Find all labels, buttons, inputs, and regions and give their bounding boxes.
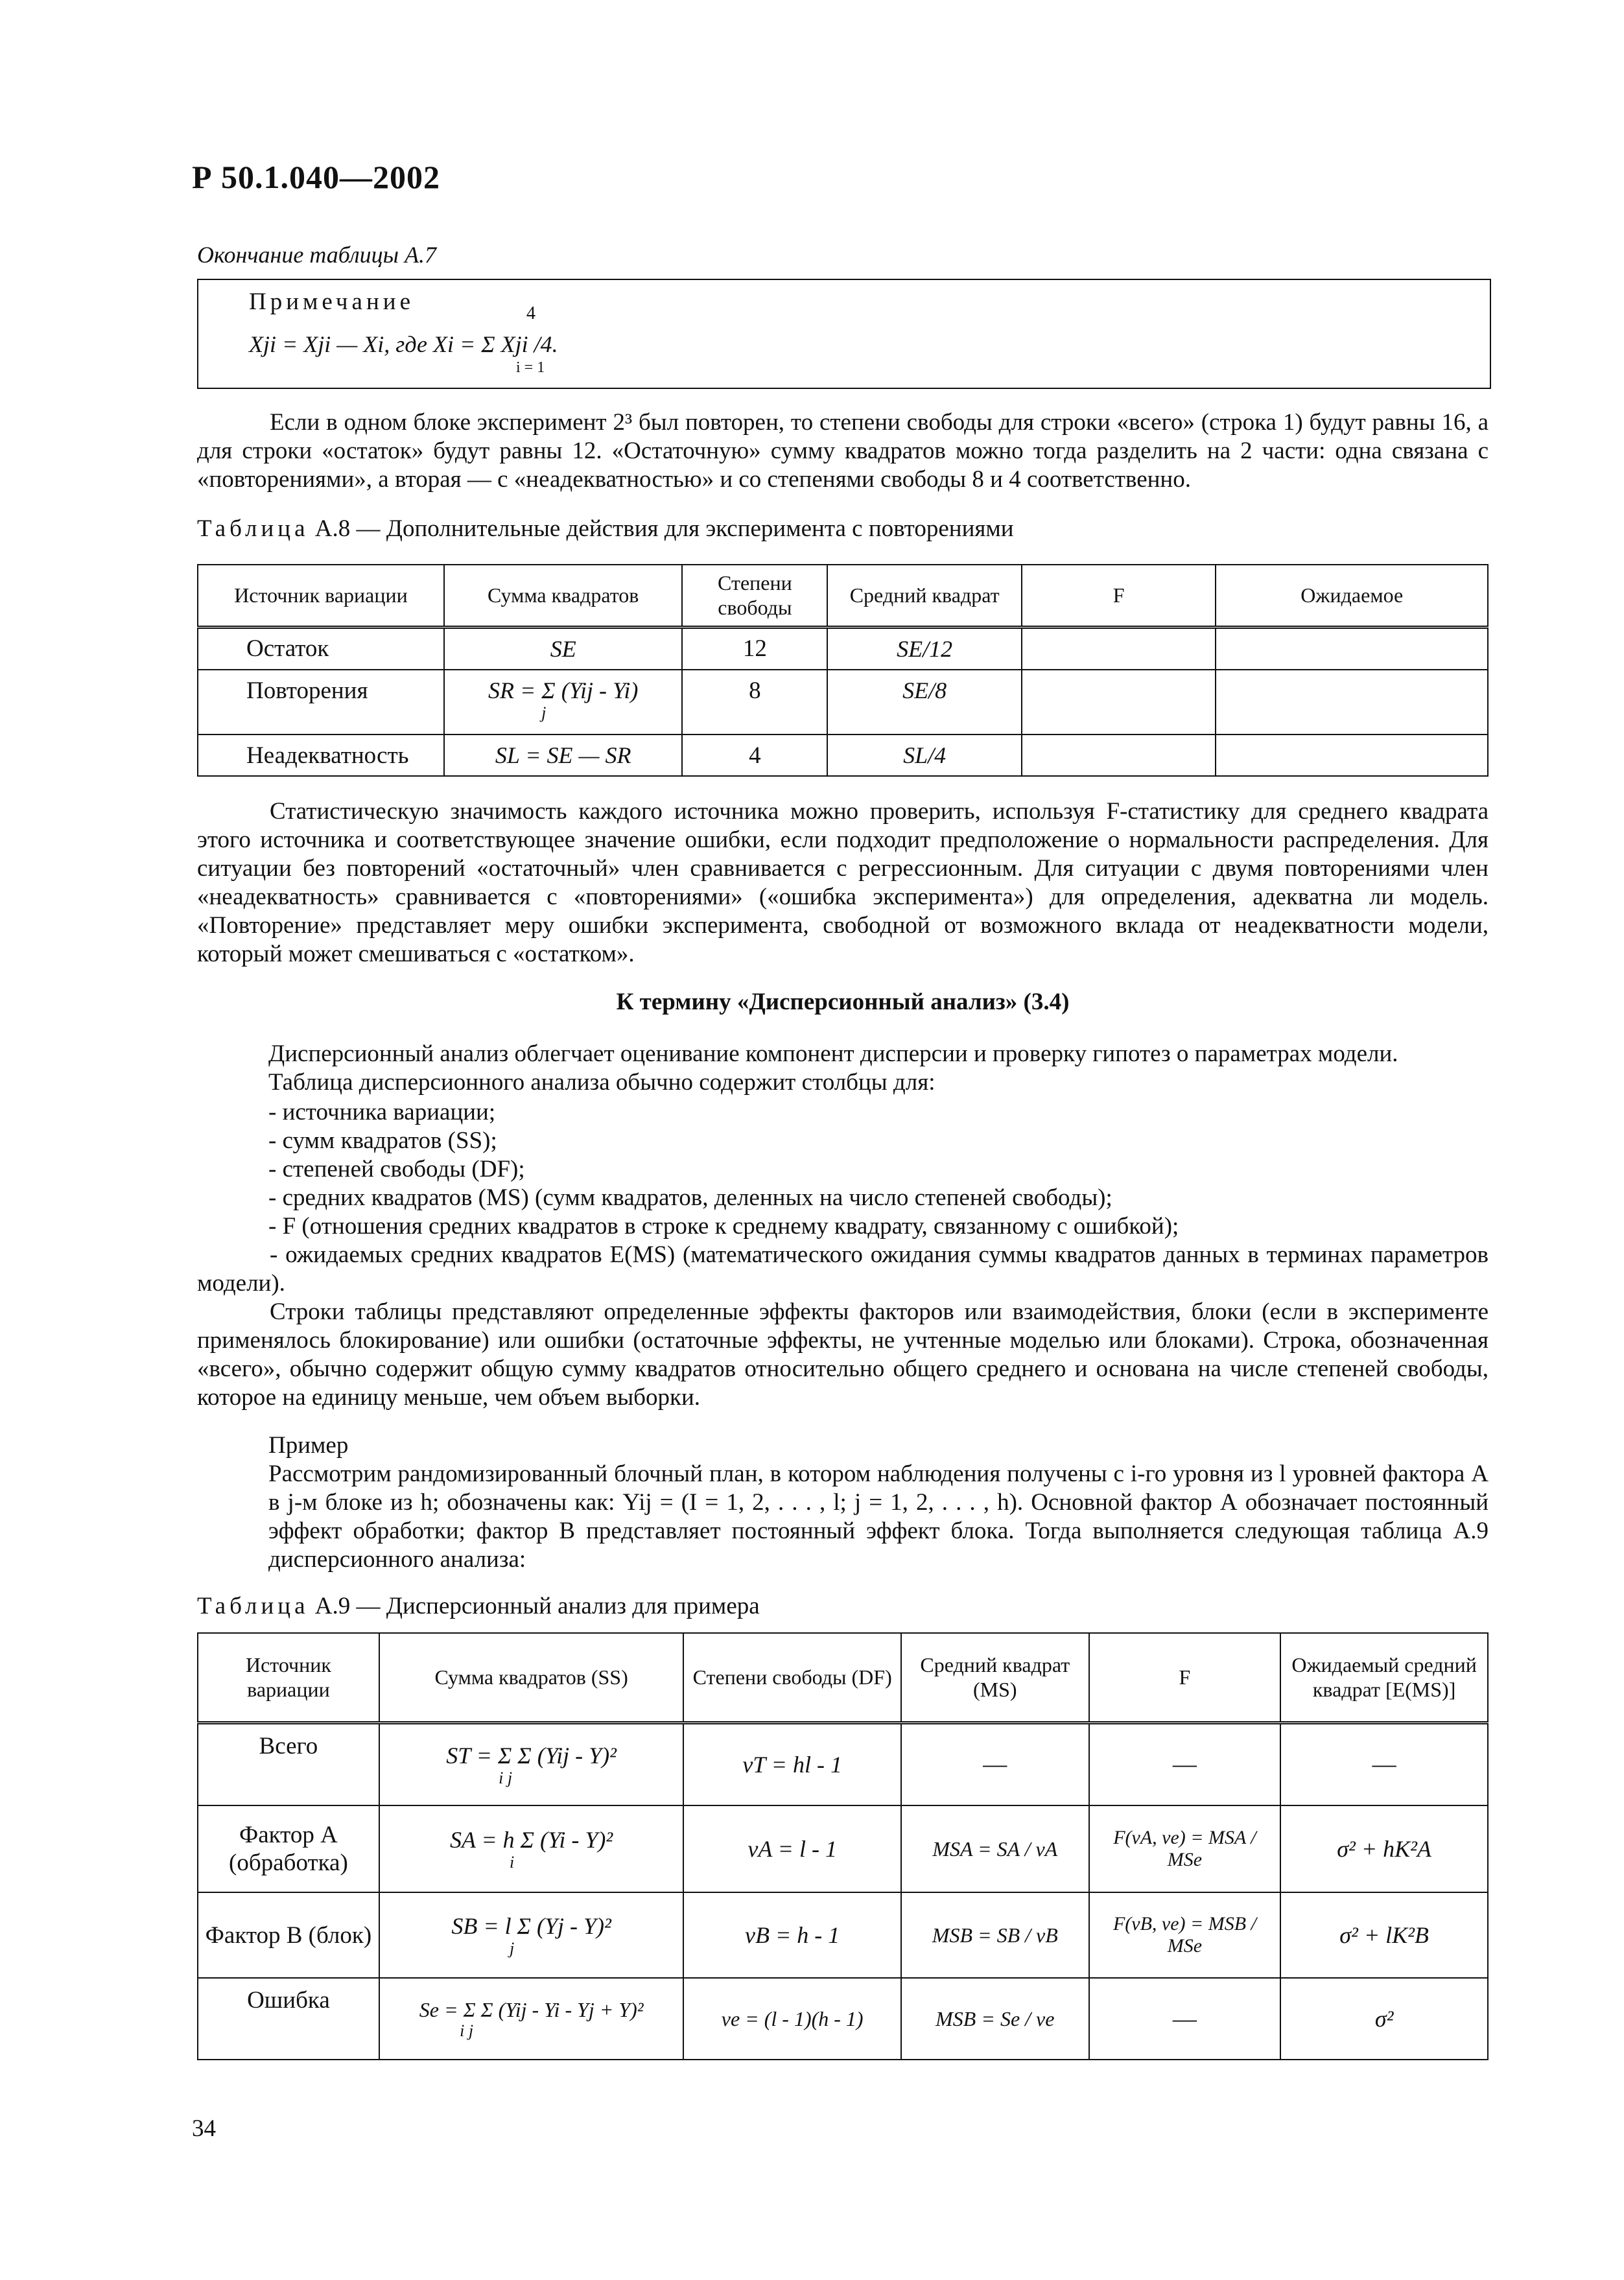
table-cell-f: —: [1089, 1722, 1281, 1805]
table-cell-source: Фактор А (обработка): [198, 1805, 379, 1892]
ss-formula: Se = Σ Σ (Yij - Yi - Yj + Y)²: [419, 1997, 644, 2021]
table-cell-df: 8: [682, 670, 827, 735]
table-a7-caption: Окончание таблицы А.7: [197, 242, 437, 268]
table-row: [198, 627, 1488, 670]
table-cell-expected: σ²: [1280, 1978, 1488, 2060]
table-a9-header-ss: Сумма квадратов (SS): [379, 1633, 684, 1722]
table-cell-f: F(νB, νe) = MSB / MSe: [1089, 1892, 1281, 1978]
section-title: К термину «Дисперсионный анализ» (3.4): [616, 989, 1070, 1015]
table-row: [198, 670, 1488, 735]
table-cell-df: νT = hl - 1: [683, 1722, 901, 1805]
table-cell-df: νB = h - 1: [683, 1892, 901, 1978]
table-row: [198, 1892, 1488, 1978]
table-cell-source: Всего: [198, 1722, 379, 1805]
list-item: - средних квадратов (MS) (сумм квадратов, деленных на число степеней свободы);: [268, 1184, 1112, 1211]
table-a8-caption: [197, 515, 1014, 543]
table-cell-ms: SE/12: [827, 627, 1022, 670]
table-a9: [197, 1632, 1489, 2060]
table-a8-header-ms: Средний квадрат: [827, 565, 1022, 627]
table-cell-source: Остаток: [198, 627, 444, 670]
ss-formula: SR = Σ (Yij - Yi): [488, 677, 639, 703]
table-cell-df: 12: [682, 627, 827, 670]
ss-formula: ST = Σ Σ (Yij - Y)²: [446, 1742, 617, 1769]
table-cell-ms: MSB = SB / νB: [901, 1892, 1089, 1978]
document-code: Р 50.1.040—2002: [192, 159, 441, 195]
table-a9-header-df: Степени свободы (DF): [683, 1633, 901, 1722]
list-item: - степеней свободы (DF);: [268, 1156, 525, 1182]
table-cell-ms: SL/4: [827, 735, 1022, 776]
table-cell-ms: MSB = Se / νe: [901, 1978, 1089, 2060]
table-cell-expected: [1216, 735, 1488, 776]
table-cell-df: νA = l - 1: [683, 1805, 901, 1892]
table-cell-expected: [1216, 670, 1488, 735]
paragraph-text: - ожидаемых средних квадратов E(MS) (математического ожидания суммы квадратов данных в терминах параметров модели).: [197, 1241, 1489, 1297]
table-a8-header-f: F: [1022, 565, 1216, 627]
table-cell-f: [1022, 627, 1216, 670]
table-a8: [197, 564, 1489, 777]
table-a8-caption-text: А.8 — Дополнительные действия для эксперимента с повторениями: [309, 515, 1014, 542]
table-a9-header-ms: Средний квадрат (MS): [901, 1633, 1089, 1722]
paragraph-anova-columns: Таблица дисперсионного анализа обычно содержит столбцы для:: [268, 1069, 936, 1096]
list-item: - источника вариации;: [268, 1099, 496, 1125]
paragraph-replication: [197, 408, 1489, 494]
table-row: [198, 1722, 1488, 1805]
example-text: [268, 1460, 1489, 1574]
table-row: [198, 735, 1488, 776]
table-cell-ss: SE: [444, 627, 683, 670]
ss-formula-index: i j: [460, 2021, 474, 2040]
ss-formula-index: i j: [499, 1768, 513, 1787]
table-a9-header-f: F: [1089, 1633, 1281, 1722]
table-cell-f: [1022, 735, 1216, 776]
table-cell-f: [1022, 670, 1216, 735]
paragraph-text: Рассмотрим рандомизированный блочный план, в котором наблюдения получены с i-го уровня из l уровней фактора А в j-м блоке из h; обозначены как: Yij = (I = 1, 2, . . . , l; j = 1, 2, . . . , h). Основной фактор А обозначает постоянный эффект обработки; фактор В представляет постоянный эффект блока. Тогда выполняется следующая таблица А.9 дисперсионного анализа:: [268, 1461, 1489, 1573]
table-cell-ss: [444, 670, 683, 735]
table-cell-ss: [379, 1978, 684, 2060]
ss-formula: SA = h Σ (Yi - Y)²: [450, 1827, 613, 1853]
paragraph-text: Строки таблицы представляют определенные эффекты факторов или взаимодействия, блоки (если в эксперименте применялось блокирование) или ошибки (остаточные эффекты, не учтенные моделью или блоками). Строка, обозначенная «всего», обычно содержит общую сумму квадратов относительно общего среднего и основана на числе степеней свободы, которое на единицу меньше, чем объем выборки.: [197, 1299, 1489, 1411]
note-formula-main: Xji = Xji — Xi, где Xi = Σ Xji /4.: [249, 331, 558, 357]
table-cell-expected: σ² + lK²B: [1280, 1892, 1488, 1978]
paragraph-table-rows: [197, 1298, 1489, 1412]
table-a8-header-source: Источник вариации: [198, 565, 444, 627]
table-cell-ss: [379, 1892, 684, 1978]
note-formula: [249, 303, 558, 376]
table-cell-expected: —: [1280, 1722, 1488, 1805]
sum-upper-limit: 4: [526, 303, 535, 323]
table-cell-df: νe = (l - 1)(h - 1): [683, 1978, 901, 2060]
paragraph-significance: [197, 797, 1489, 969]
table-cell-ss: SL = SE — SR: [444, 735, 683, 776]
table-a8-header-df: Степени свободы: [682, 565, 827, 627]
ss-formula: SB = l Σ (Yj - Y)²: [451, 1913, 611, 1939]
table-cell-source: Фактор В (блок): [198, 1892, 379, 1978]
table-a8-caption-label: Таблица: [197, 515, 309, 542]
table-a8-header-ss: Сумма квадратов: [444, 565, 683, 627]
table-a8-header-expected: Ожидаемое: [1216, 565, 1488, 627]
paragraph-text: Статистическую значимость каждого источника можно проверить, используя F-статистику для среднего квадрата этого источника и соответствующее значение ошибки, если подходит предположение о нормальности распределения. Для ситуации без повторений «остаточный» член сравнивается с регрессионным. Для ситуации с двумя повторениями член «неадекватность» сравнивается с «повторениями» («ошибка эксперимента») для определения, адекватна ли модель. «Повторение» представляет меру ошибки эксперимента, свободной от возможного вклада от неадекватности модели, который может смешиваться с «остатком».: [197, 798, 1489, 967]
table-a9-header-source: Источник вариации: [198, 1633, 379, 1722]
paragraph-text: Если в одном блоке эксперимент 2³ был повторен, то степени свободы для строки «всего» (строка 1) будут равны 16, а для строки «остаток» будут равны 12. «Остаточную» сумму квадратов можно тогда разделить на 2 части: одна связана с «повторениями», а вторая — с «неадекватностью» и со степенями свободы 8 и 4 соответственно.: [197, 409, 1489, 493]
table-row: [198, 1978, 1488, 2060]
paragraph-anova-intro: Дисперсионный анализ облегчает оценивание компонент дисперсии и проверку гипотез о параметрах модели.: [268, 1040, 1398, 1067]
table-cell-ms: —: [901, 1722, 1089, 1805]
ss-formula-index: j: [509, 1939, 515, 1958]
ss-formula-index: j: [541, 703, 547, 722]
table-cell-ss: [379, 1722, 684, 1805]
table-cell-source: Ошибка: [198, 1978, 379, 2060]
example-title: Пример: [268, 1432, 349, 1459]
note-title: Примечание: [249, 288, 414, 315]
table-cell-ms: MSA = SA / νA: [901, 1805, 1089, 1892]
table-cell-df: 4: [682, 735, 827, 776]
table-cell-expected: σ² + hK²A: [1280, 1805, 1488, 1892]
table-cell-ss: [379, 1805, 684, 1892]
table-cell-source: Повторения: [198, 670, 444, 735]
ss-formula-index: i: [509, 1853, 515, 1872]
sum-lower-limit: i = 1: [516, 359, 545, 376]
list-item: - F (отношения средних квадратов в строке к среднему квадрату, связанному с ошибкой);: [268, 1213, 1179, 1240]
table-cell-ms: SE/8: [827, 670, 1022, 735]
table-cell-f: —: [1089, 1978, 1281, 2060]
table-a9-header-expected: Ожидаемый средний квадрат [E(MS)]: [1280, 1633, 1488, 1722]
column-list: [268, 1098, 1179, 1241]
page-number: 34: [192, 2115, 216, 2142]
table-cell-source: Неадекватность: [198, 735, 444, 776]
table-a9-caption-label: Таблица: [197, 1593, 309, 1619]
list-item: - сумм квадратов (SS);: [268, 1127, 497, 1154]
table-a7-note-box: [197, 279, 1491, 389]
list-item-last: [197, 1241, 1489, 1298]
table-a9-caption: [197, 1592, 760, 1620]
table-cell-f: F(νA, νe) = MSA / MSe: [1089, 1805, 1281, 1892]
table-row: [198, 1805, 1488, 1892]
table-a9-caption-text: А.9 — Дисперсионный анализ для примера: [309, 1593, 760, 1619]
table-cell-expected: [1216, 627, 1488, 670]
